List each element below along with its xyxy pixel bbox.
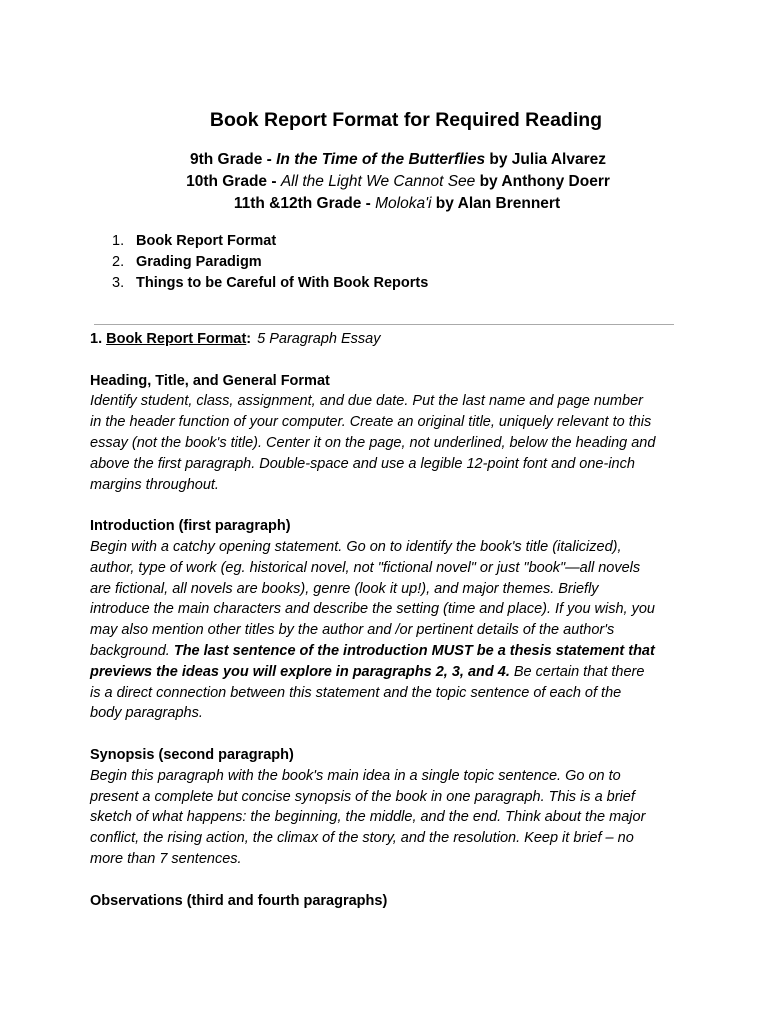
plain-text: background.: [90, 642, 174, 659]
observations-title: Observations (third and fourth paragraphs): [90, 892, 388, 909]
toc-item: [112, 231, 428, 252]
heading-format-title: Heading, Title, and General Format: [90, 372, 330, 389]
document-title: Book Report Format for Required Reading: [209, 109, 603, 131]
paragraph-line: essay (not the book's title). Center it on the page, not underlined, below the heading and: [90, 434, 656, 451]
toc-item: [112, 273, 428, 294]
book-title: All the Light We Cannot See: [280, 173, 476, 190]
grade-book-list: [0, 149, 768, 215]
toc-number: 1.: [112, 233, 125, 249]
book-title: Moloka'i: [375, 195, 432, 212]
grade-line-10: [28, 171, 768, 193]
toc-label: Grading Paradigm: [136, 253, 262, 270]
paragraph-line: Identify student, class, assignment, and due date. Put the last name and page number: [90, 393, 643, 410]
introduction-title: Introduction (first paragraph): [90, 518, 291, 535]
section-label: Book Report Format: [106, 331, 247, 347]
synopsis-paragraph: [90, 766, 690, 870]
paragraph-line: are fictional, all novels are books), genre (look it up!), and major themes. Briefly: [90, 580, 599, 597]
toc-label: Things to be Careful of With Book Reports: [136, 274, 429, 291]
paragraph-line: Begin this paragraph with the book's main idea in a single topic sentence. Go on to: [90, 767, 621, 784]
grade-line-11-12: [26, 193, 768, 215]
paragraph-line: [90, 662, 690, 683]
grade-line-9: [28, 149, 768, 171]
paragraph-line: conflict, the rising action, the climax of the story, and the resolution. Keep it brief – no: [90, 830, 634, 847]
horizontal-divider: [94, 324, 674, 325]
paragraph-line: body paragraphs.: [90, 705, 203, 722]
toc-number: 2.: [112, 253, 125, 270]
thesis-emphasis: previews the ideas you will explore in paragraphs 2, 3, and 4.: [90, 663, 510, 680]
grade-label: 11th &12th Grade -: [233, 195, 376, 212]
section-subtitle: 5 Paragraph Essay: [257, 331, 381, 347]
book-author: by Anthony Doerr: [475, 173, 610, 190]
paragraph-line: margins throughout.: [90, 476, 219, 493]
paragraph-line: present a complete but concise synopsis of the book in one paragraph. This is a brief: [90, 788, 635, 805]
introduction-paragraph: [90, 537, 690, 724]
table-of-contents: [112, 231, 428, 293]
book-author: by Alan Brennert: [431, 195, 561, 212]
section-number: 1.: [90, 331, 107, 347]
section-heading: [90, 329, 690, 350]
grade-label: 9th Grade -: [189, 151, 277, 168]
paragraph-line: introduce the main characters and describe the setting (time and place). If you wish, you: [90, 601, 655, 618]
paragraph-line: more than 7 sentences.: [90, 850, 242, 867]
thesis-emphasis: The last sentence of the introduction MUST be a thesis statement that: [173, 642, 655, 659]
toc-label: Book Report Format: [136, 233, 277, 249]
toc-number: 3.: [112, 274, 125, 291]
paragraph-line: author, type of work (eg. historical novel, not "fictional novel" or just "book"—all novels: [90, 559, 641, 576]
synopsis-title: Synopsis (second paragraph): [90, 746, 294, 763]
document-body: [90, 329, 690, 911]
paragraph-line: above the first paragraph. Double-space and use a legible 12-point font and one-inch: [90, 455, 635, 472]
book-title: In the Time of the Butterflies: [276, 151, 486, 168]
paragraph-line: may also mention other titles by the author and /or pertinent details of the author's: [90, 622, 615, 639]
paragraph-line: sketch of what happens: the beginning, the middle, and the end. Think about the major: [90, 809, 646, 826]
grade-label: 10th Grade -: [186, 173, 281, 190]
section-colon: :: [246, 331, 252, 347]
paragraph-line: [90, 641, 690, 662]
plain-text: Be certain that there: [509, 663, 645, 680]
book-author: by Julia Alvarez: [485, 151, 607, 168]
paragraph-line: Begin with a catchy opening statement. Go on to identify the book's title (italicized),: [90, 538, 622, 555]
heading-format-paragraph: [90, 391, 690, 495]
toc-item: [112, 252, 428, 273]
paragraph-line: is a direct connection between this statement and the topic sentence of each of the: [90, 684, 622, 701]
paragraph-line: in the header function of your computer. Create an original title, uniquely relevant to this: [90, 414, 652, 431]
